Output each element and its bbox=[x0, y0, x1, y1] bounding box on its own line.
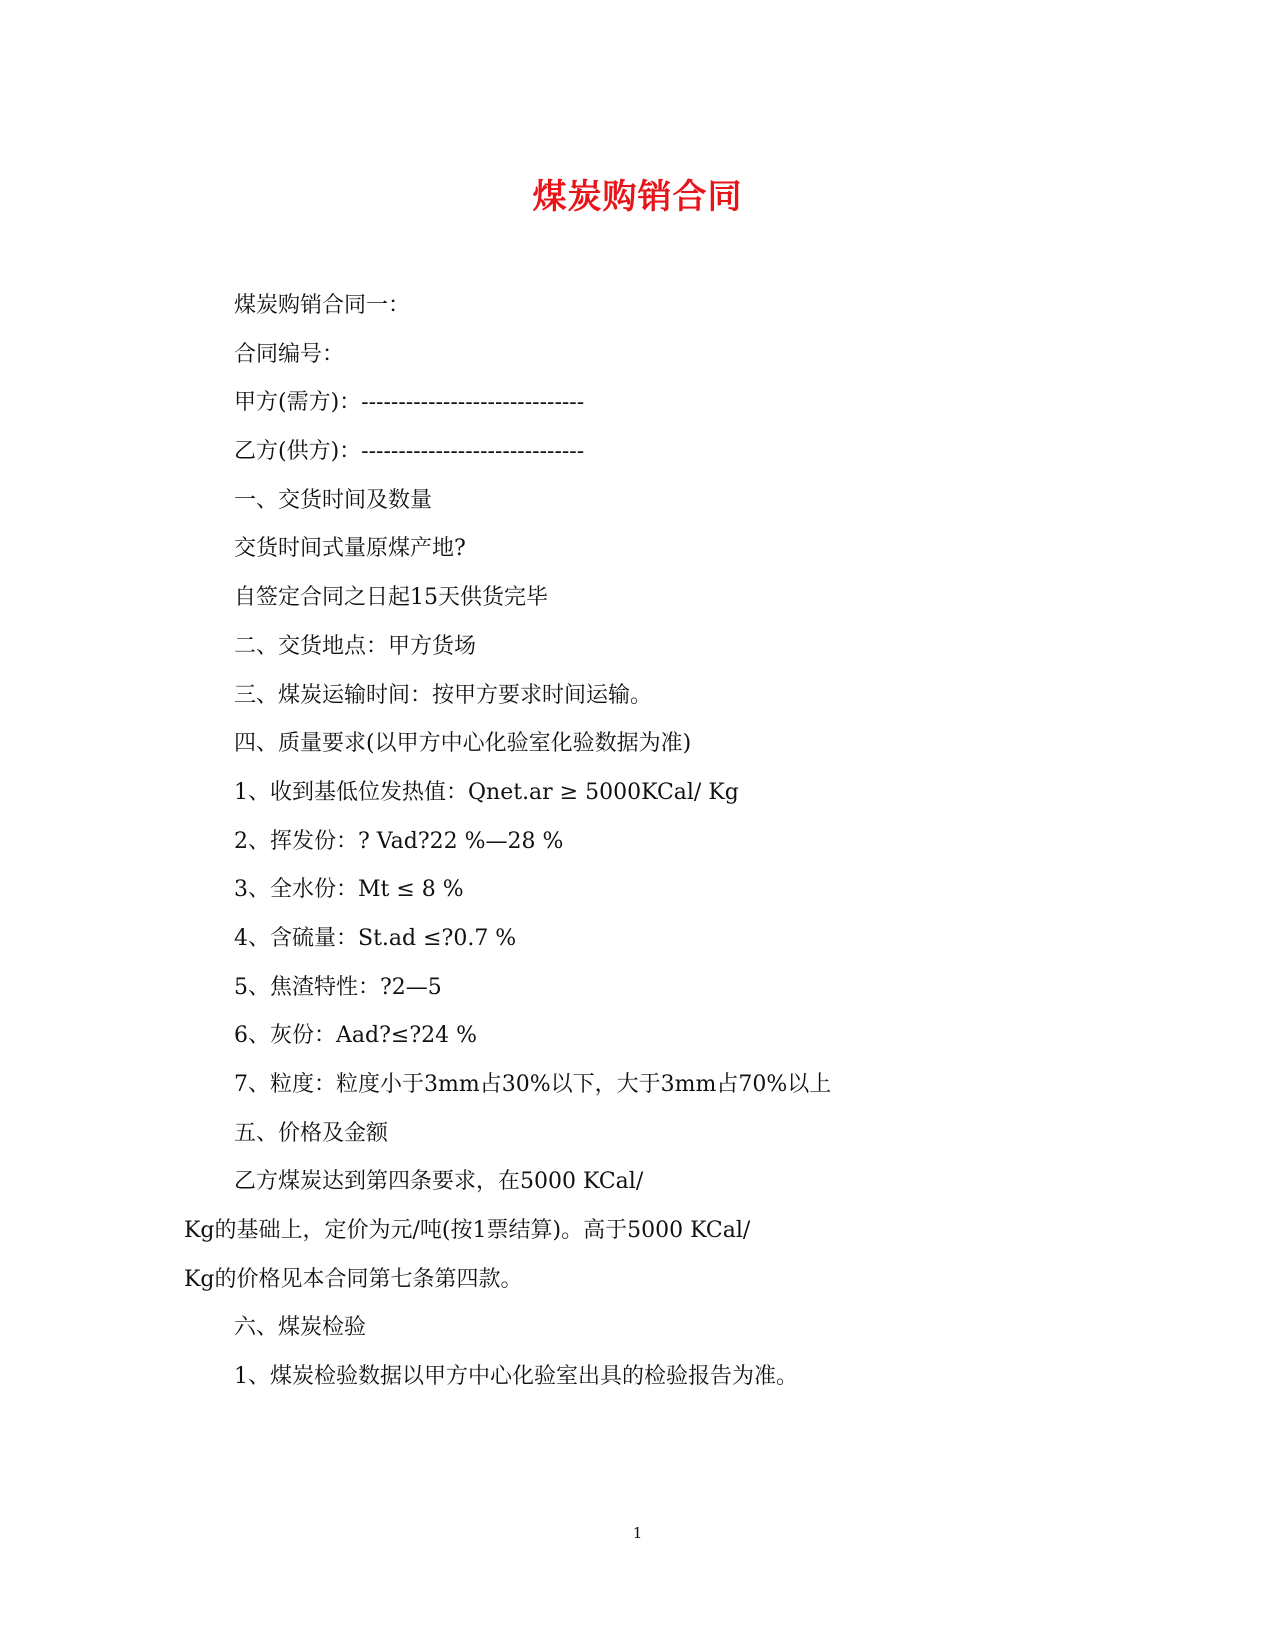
paragraph-line: 乙方煤炭达到第四条要求，在5000 KCal/ bbox=[234, 1169, 644, 1195]
paragraph-line: 甲方(需方)：------------------------------ bbox=[234, 390, 585, 416]
paragraph-line: 7、粒度：粒度小于3mm占30%以下，大于3mm占70%以上 bbox=[234, 1072, 832, 1097]
paragraph-line: 一、交货时间及数量 bbox=[234, 487, 433, 513]
paragraph-line: 四、质量要求(以甲方中心化验室化验数据为准) bbox=[234, 731, 692, 757]
paragraph-line: Kg的基础上，定价为元/吨(按1票结算)。高于5000 KCal/ bbox=[184, 1218, 751, 1244]
paragraph-line: 3、全水份：Mt ≤ 8 % bbox=[234, 877, 464, 903]
paragraph-line: 2、挥发份：? Vad?22 %—28 % bbox=[234, 828, 564, 854]
paragraph-line: 5、焦渣特性：?2—5 bbox=[234, 974, 442, 1000]
paragraph-line: 二、交货地点：甲方货场 bbox=[234, 633, 477, 659]
paragraph-line: 1、煤炭检验数据以甲方中心化验室出具的检验报告为准。 bbox=[234, 1364, 798, 1390]
paragraph-line: 三、煤炭运输时间：按甲方要求时间运输。 bbox=[234, 682, 653, 708]
paragraph-line: 自签定合同之日起15天供货完毕 bbox=[234, 585, 548, 611]
paragraph-line: 五、价格及金额 bbox=[234, 1120, 389, 1146]
paragraph-line: 合同编号： bbox=[234, 341, 345, 367]
page-number: 1 bbox=[632, 1524, 643, 1542]
paragraph-line: 交货时间式量原煤产地? bbox=[234, 536, 466, 562]
paragraph-line: 煤炭购销合同一： bbox=[234, 293, 411, 318]
paragraph-line: 6、灰份：Aad?≤?24 % bbox=[234, 1023, 477, 1049]
document-body bbox=[184, 282, 1084, 1402]
paragraph-line: 六、煤炭检验 bbox=[234, 1315, 367, 1341]
document-title: 煤炭购销合同 bbox=[532, 177, 743, 217]
paragraph-line: 乙方(供方)：------------------------------ bbox=[234, 439, 585, 465]
paragraph-line: Kg的价格见本合同第七条第四款。 bbox=[184, 1266, 523, 1292]
paragraph-line: 1、收到基低位发热值：Qnet.ar ≥ 5000KCal/ Kg bbox=[234, 779, 739, 805]
paragraph-line: 4、含硫量：St.ad ≤?0.7 % bbox=[234, 925, 517, 951]
